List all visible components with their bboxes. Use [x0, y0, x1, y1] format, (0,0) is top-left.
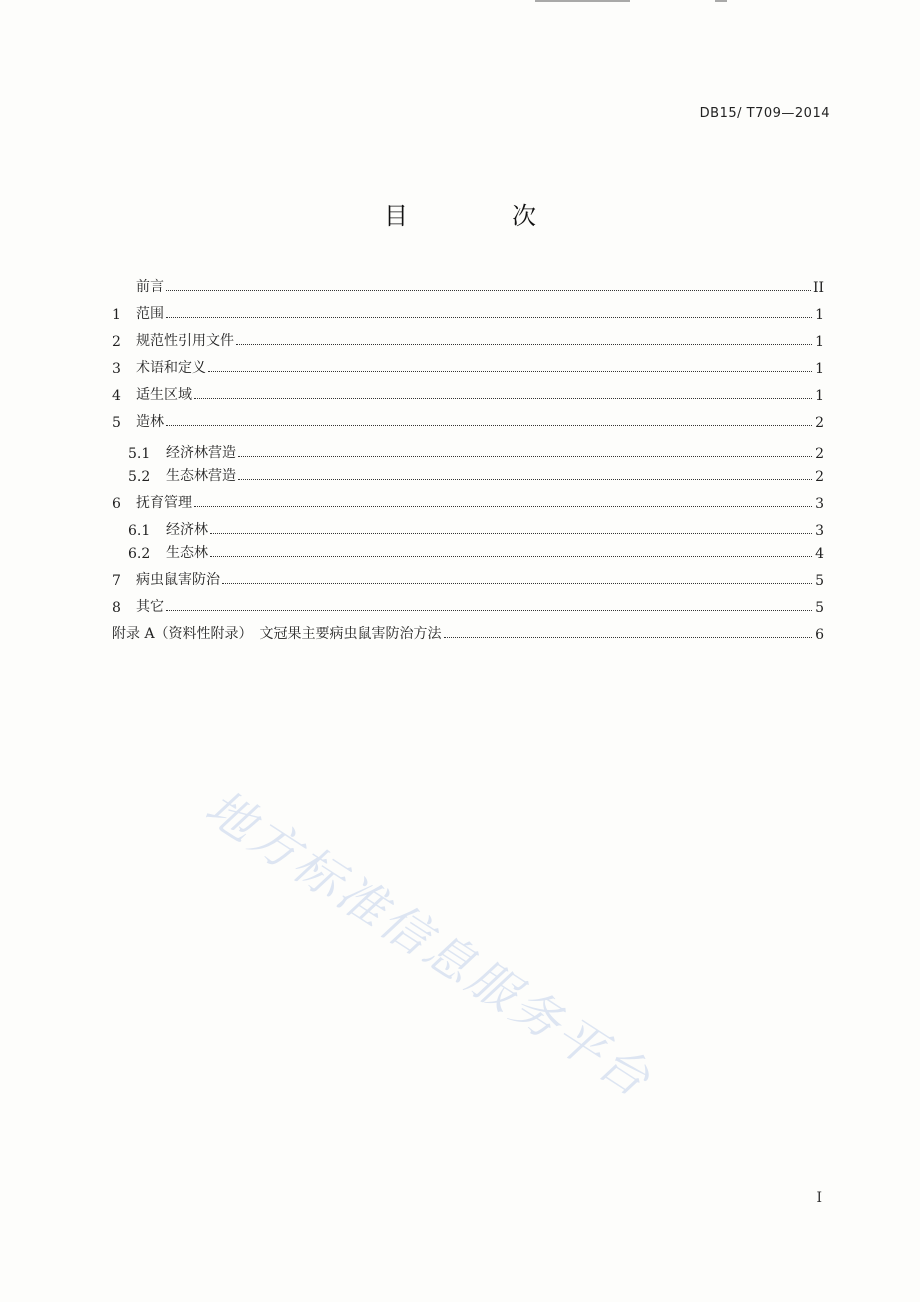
toc-entry-number: 5 — [112, 415, 121, 431]
toc-dot-leader — [236, 343, 812, 345]
toc-entry-number: 6.1 — [128, 523, 151, 539]
toc-entry-number: 2 — [112, 334, 121, 350]
scan-edge-mark — [535, 0, 630, 2]
toc-dot-leader — [444, 636, 812, 638]
toc-entry[interactable] — [112, 463, 824, 485]
toc-entry-page: 3 — [815, 523, 824, 539]
toc-entry-page: 4 — [815, 546, 824, 562]
toc-entry-label: 生态林营造 — [166, 468, 236, 484]
toc-entry-page: 1 — [815, 307, 824, 323]
toc-entry-page: 2 — [815, 469, 824, 485]
toc-entry[interactable] — [112, 355, 824, 377]
toc-entry-number: 3 — [112, 361, 121, 377]
toc-entry-page: 2 — [815, 446, 824, 462]
toc-entry-label: 规范性引用文件 — [136, 333, 234, 349]
toc-entry-label: 术语和定义 — [136, 360, 206, 376]
toc-entry-number: 8 — [112, 600, 121, 616]
toc-entry-label: 其它 — [136, 599, 164, 615]
toc-entry-page: 1 — [815, 388, 824, 404]
toc-entry-page: 5 — [815, 573, 824, 589]
toc-entry-number: 6.2 — [128, 546, 151, 562]
toc-entry[interactable] — [112, 274, 824, 296]
toc-entry-label: 抚育管理 — [136, 495, 192, 511]
toc-dot-leader — [166, 424, 812, 426]
toc-entry[interactable] — [112, 440, 824, 462]
toc-entry-label: 范围 — [136, 306, 164, 322]
toc-entry-number: 5.2 — [128, 469, 151, 485]
toc-entry-page: 1 — [815, 334, 824, 350]
toc-dot-leader — [210, 555, 812, 557]
toc-entry-number: 7 — [112, 573, 121, 589]
toc-entry[interactable] — [112, 517, 824, 539]
toc-entry-label: 经济林营造 — [166, 445, 236, 461]
toc-entry-page: 2 — [815, 415, 824, 431]
scan-edge-mark — [715, 0, 727, 2]
toc-dot-leader — [238, 478, 812, 480]
toc-entry-number: 1 — [112, 307, 121, 323]
watermark: 地方标准信息服务平台 — [195, 779, 663, 1110]
toc-entry-label: 适生区域 — [136, 387, 192, 403]
toc-dot-leader — [210, 532, 812, 534]
toc-dot-leader — [194, 397, 812, 399]
toc-dot-leader — [222, 582, 812, 584]
toc-entry[interactable] — [112, 594, 824, 616]
toc-entry-number: 5.1 — [128, 446, 151, 462]
toc-entry[interactable] — [112, 621, 824, 643]
toc-entry-label: 病虫鼠害防治 — [136, 572, 220, 588]
toc-entry-page: 5 — [815, 600, 824, 616]
toc-dot-leader — [166, 289, 811, 291]
toc-dot-leader — [166, 609, 812, 611]
toc-entry[interactable] — [112, 567, 824, 589]
toc-entry-label: 造林 — [136, 414, 164, 430]
toc-title: 目 次 — [384, 202, 576, 230]
document-code: DB15/ T709—2014 — [699, 106, 830, 121]
toc-entry[interactable] — [112, 490, 824, 512]
toc-entry-label: 附录 A（资料性附录） 文冠果主要病虫鼠害防治方法 — [112, 626, 442, 642]
toc-entry-label: 经济林 — [166, 522, 208, 538]
toc-entry-label: 前言 — [136, 279, 164, 295]
page-number: I — [816, 1190, 822, 1206]
toc-entry[interactable] — [112, 540, 824, 562]
toc-entry-page: 1 — [815, 361, 824, 377]
toc-entry[interactable] — [112, 382, 824, 404]
toc-entry[interactable] — [112, 409, 824, 431]
toc-entry[interactable] — [112, 301, 824, 323]
toc-dot-leader — [194, 505, 812, 507]
toc-entry-page: 3 — [815, 496, 824, 512]
toc-dot-leader — [166, 316, 812, 318]
toc-dot-leader — [208, 370, 812, 372]
toc-entry-number: 4 — [112, 388, 121, 404]
toc-entry-number: 6 — [112, 496, 121, 512]
toc-entry-page: 6 — [815, 627, 824, 643]
toc-entry-page: II — [812, 280, 824, 296]
toc-dot-leader — [238, 455, 812, 457]
toc-entry[interactable] — [112, 328, 824, 350]
toc-entry-label: 生态林 — [166, 545, 208, 561]
